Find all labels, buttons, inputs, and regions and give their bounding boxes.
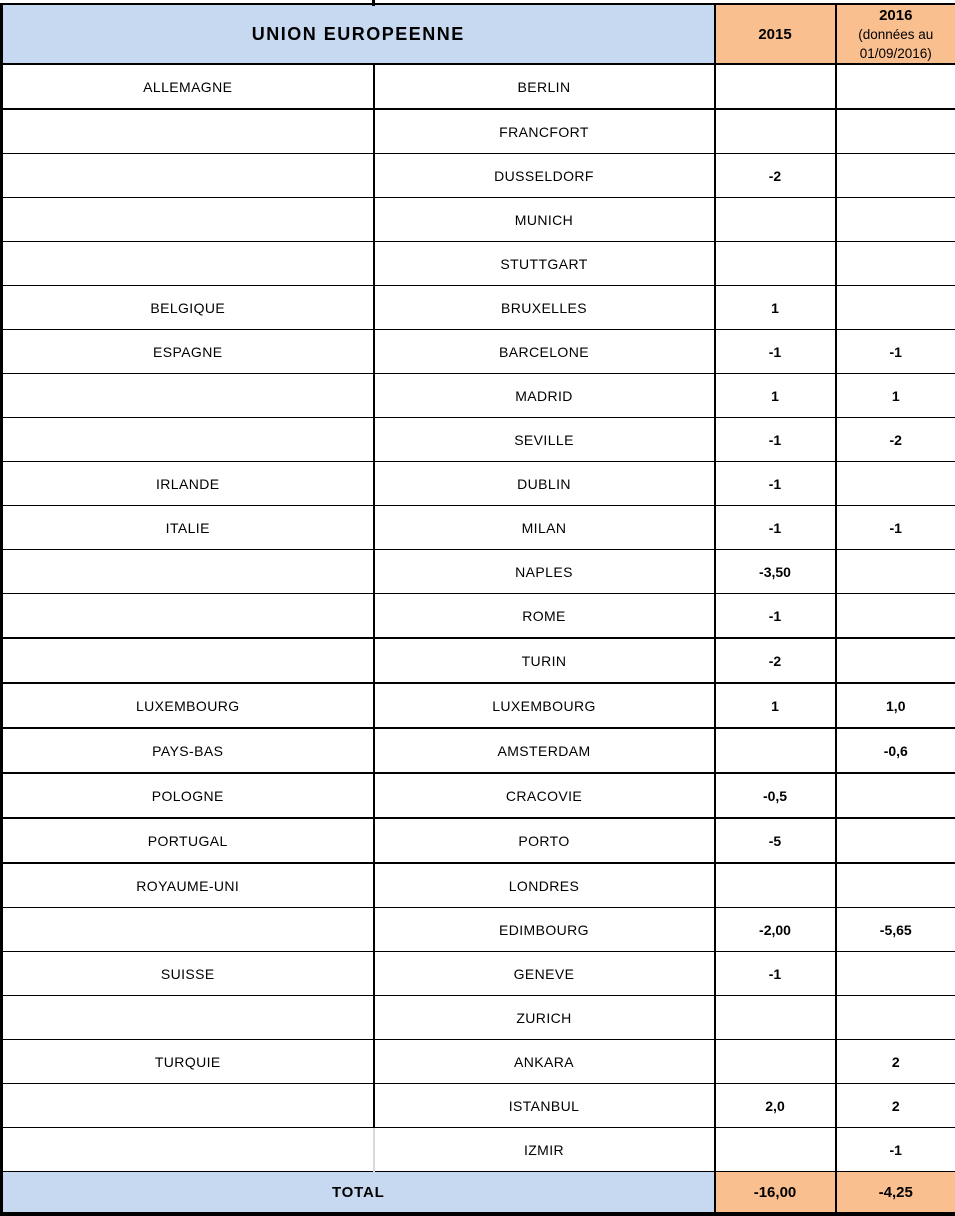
- country-cell: ESPAGNE: [2, 330, 374, 374]
- table-row: [2, 773, 955, 818]
- value-2015-cell: -2,00: [715, 908, 836, 952]
- value-2016-cell: [836, 242, 955, 286]
- column-header-2016: [836, 4, 955, 64]
- table-row: [2, 462, 955, 506]
- country-cell: PAYS-BAS: [2, 728, 374, 773]
- value-2015-cell: 1: [715, 374, 836, 418]
- value-2016-cell: [836, 198, 955, 242]
- table-row: [2, 1128, 955, 1172]
- country-cell: [2, 418, 374, 462]
- column-header-2015: 2015: [715, 4, 836, 64]
- value-2016-cell: -2: [836, 418, 955, 462]
- table-row: [2, 908, 955, 952]
- country-cell: [2, 374, 374, 418]
- city-cell: DUSSELDORF: [374, 154, 715, 198]
- value-2016-cell: [836, 863, 955, 908]
- city-cell: MILAN: [374, 506, 715, 550]
- city-cell: BERLIN: [374, 64, 715, 109]
- table-row: [2, 638, 955, 683]
- city-cell: MUNICH: [374, 198, 715, 242]
- value-2015-cell: -2: [715, 638, 836, 683]
- value-2016-cell: -1: [836, 506, 955, 550]
- table-row: [2, 374, 955, 418]
- value-2016-cell: [836, 550, 955, 594]
- country-cell: BELGIQUE: [2, 286, 374, 330]
- value-2015-cell: -1: [715, 506, 836, 550]
- value-2016-cell: [836, 462, 955, 506]
- value-2016-cell: -1: [836, 1128, 955, 1172]
- city-cell: CRACOVIE: [374, 773, 715, 818]
- value-2015-cell: [715, 1040, 836, 1084]
- value-2016-cell: 1,0: [836, 683, 955, 728]
- city-cell: TURIN: [374, 638, 715, 683]
- value-2015-cell: 2,0: [715, 1084, 836, 1128]
- table-row: [2, 728, 955, 773]
- value-2016-cell: -1: [836, 330, 955, 374]
- table-row: [2, 154, 955, 198]
- value-2015-cell: [715, 996, 836, 1040]
- country-cell: [2, 550, 374, 594]
- table-row: [2, 64, 955, 109]
- table-row: [2, 109, 955, 154]
- value-2015-cell: -3,50: [715, 550, 836, 594]
- value-2015-cell: -1: [715, 462, 836, 506]
- value-2016-cell: [836, 773, 955, 818]
- value-2015-cell: 1: [715, 683, 836, 728]
- table-row: [2, 418, 955, 462]
- city-cell: STUTTGART: [374, 242, 715, 286]
- city-cell: BRUXELLES: [374, 286, 715, 330]
- table-row: [2, 242, 955, 286]
- table-row: [2, 683, 955, 728]
- value-2015-cell: [715, 863, 836, 908]
- country-cell: IRLANDE: [2, 462, 374, 506]
- city-cell: ANKARA: [374, 1040, 715, 1084]
- value-2015-cell: 1: [715, 286, 836, 330]
- value-2016-cell: [836, 996, 955, 1040]
- header-row: [2, 4, 955, 64]
- country-cell: PORTUGAL: [2, 818, 374, 863]
- city-cell: NAPLES: [374, 550, 715, 594]
- value-2015-cell: [715, 198, 836, 242]
- table-row: [2, 1040, 955, 1084]
- country-cell: POLOGNE: [2, 773, 374, 818]
- value-2015-cell: [715, 1128, 836, 1172]
- value-2015-cell: [715, 242, 836, 286]
- value-2016-cell: 1: [836, 374, 955, 418]
- value-2015-cell: [715, 64, 836, 109]
- value-2015-cell: -1: [715, 594, 836, 639]
- country-cell: [2, 908, 374, 952]
- value-2016-cell: -5,65: [836, 908, 955, 952]
- city-cell: PORTO: [374, 818, 715, 863]
- table-row: [2, 996, 955, 1040]
- value-2015-cell: [715, 109, 836, 154]
- city-cell: EDIMBOURG: [374, 908, 715, 952]
- column-header-2016-note-line1: (données au: [837, 25, 955, 44]
- total-2016-value: -4,25: [836, 1172, 955, 1215]
- table-row: [2, 286, 955, 330]
- value-2015-cell: -1: [715, 418, 836, 462]
- value-2015-cell: -1: [715, 330, 836, 374]
- country-cell: [2, 1128, 374, 1172]
- city-cell: ISTANBUL: [374, 1084, 715, 1128]
- value-2015-cell: -5: [715, 818, 836, 863]
- table-row: [2, 952, 955, 996]
- country-cell: [2, 594, 374, 639]
- country-cell: [2, 109, 374, 154]
- value-2016-cell: [836, 286, 955, 330]
- table-body: [2, 64, 955, 1172]
- value-2016-cell: -0,6: [836, 728, 955, 773]
- value-2016-cell: [836, 818, 955, 863]
- country-cell: LUXEMBOURG: [2, 683, 374, 728]
- country-cell: ALLEMAGNE: [2, 64, 374, 109]
- column-header-2016-year: 2016: [837, 6, 955, 25]
- city-cell: DUBLIN: [374, 462, 715, 506]
- country-cell: ROYAUME-UNI: [2, 863, 374, 908]
- table-row: [2, 863, 955, 908]
- city-cell: LUXEMBOURG: [374, 683, 715, 728]
- city-cell: FRANCFORT: [374, 109, 715, 154]
- total-label: TOTAL: [2, 1172, 715, 1215]
- city-cell: LONDRES: [374, 863, 715, 908]
- city-cell: IZMIR: [374, 1128, 715, 1172]
- table-row: [2, 198, 955, 242]
- column-header-2016-note-line2: 01/09/2016): [837, 44, 955, 63]
- country-cell: SUISSE: [2, 952, 374, 996]
- value-2016-cell: [836, 109, 955, 154]
- table-row: [2, 550, 955, 594]
- country-cell: [2, 996, 374, 1040]
- city-cell: SEVILLE: [374, 418, 715, 462]
- city-cell: BARCELONE: [374, 330, 715, 374]
- table-row: [2, 818, 955, 863]
- total-row: [2, 1172, 955, 1215]
- country-cell: TURQUIE: [2, 1040, 374, 1084]
- value-2015-cell: -2: [715, 154, 836, 198]
- city-cell: ZURICH: [374, 996, 715, 1040]
- table-row: [2, 506, 955, 550]
- table-row: [2, 330, 955, 374]
- value-2016-cell: [836, 154, 955, 198]
- eu-cities-table: [0, 3, 955, 1216]
- value-2016-cell: [836, 64, 955, 109]
- country-cell: [2, 242, 374, 286]
- city-cell: AMSTERDAM: [374, 728, 715, 773]
- value-2015-cell: [715, 728, 836, 773]
- country-cell: [2, 154, 374, 198]
- value-2016-cell: [836, 638, 955, 683]
- country-cell: ITALIE: [2, 506, 374, 550]
- table-row: [2, 1084, 955, 1128]
- value-2016-cell: 2: [836, 1040, 955, 1084]
- country-cell: [2, 198, 374, 242]
- value-2016-cell: [836, 594, 955, 639]
- country-cell: [2, 1084, 374, 1128]
- city-cell: GENEVE: [374, 952, 715, 996]
- value-2016-cell: 2: [836, 1084, 955, 1128]
- value-2016-cell: [836, 952, 955, 996]
- table-row: [2, 594, 955, 639]
- table-title: UNION EUROPEENNE: [2, 4, 715, 64]
- gridline-tick: [372, 0, 375, 6]
- country-cell: [2, 638, 374, 683]
- city-cell: MADRID: [374, 374, 715, 418]
- city-cell: ROME: [374, 594, 715, 639]
- value-2015-cell: -0,5: [715, 773, 836, 818]
- value-2015-cell: -1: [715, 952, 836, 996]
- total-2015-value: -16,00: [715, 1172, 836, 1215]
